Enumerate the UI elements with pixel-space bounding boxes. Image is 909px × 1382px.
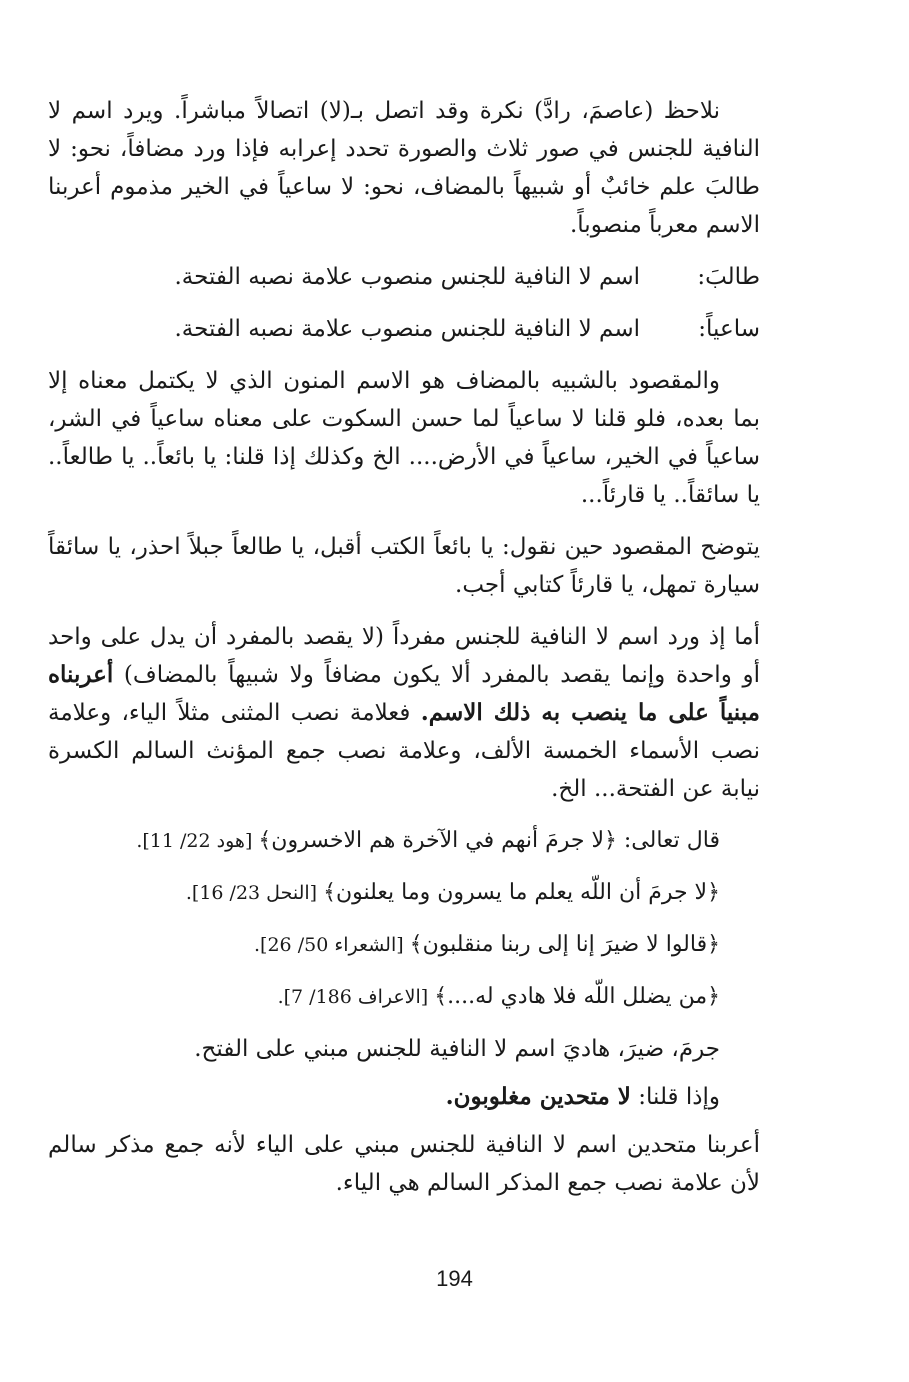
page-body bbox=[48, 92, 760, 1216]
mufrad-text-start: أما إذ ورد اسم لا النافية للجنس مفرداً (لا يقصد بالمفرد أن يدل على واحد أو واحدة وإنما يقصد بالمفرد ألا يكون مضافاً ولا شبيهاً بالمضاف) bbox=[48, 624, 760, 688]
verse-reference: [النحل 23/ 16]. bbox=[185, 882, 324, 904]
verse-reference: [هود 22/ 11]. bbox=[136, 830, 259, 852]
term-label: طالبَ: bbox=[697, 264, 760, 290]
term-row-saeyan bbox=[48, 310, 760, 348]
verse-text: ﴿قالوا لا ضيرَ إنا إلى ربنا منقلبون﴾ bbox=[409, 932, 720, 957]
paragraph-shabih-bil-mudaf: والمقصود بالشبيه بالمضاف هو الاسم المنون الذي لا يكتمل معناه إلا بما بعده، فلو قلنا لا ساعياً لما حسن السكوت على معناه ساعياً في الشر، ساعياً في الخير، ساعياً في الأرض.... الخ وكذلك إذا قلنا: يا بائعاً.. يا طالعاً.. يا سائقاً.. يا قارئاً... bbox=[48, 368, 760, 508]
quran-verse bbox=[48, 978, 720, 1016]
line-example bbox=[48, 1078, 720, 1116]
term-row-talib bbox=[48, 258, 760, 296]
term-definition: اسم لا النافية للجنس منصوب علامة نصبه الفتحة. bbox=[174, 264, 640, 290]
term-definition: اسم لا النافية للجنس منصوب علامة نصبه الفتحة. bbox=[174, 316, 640, 342]
verse-reference: [الاعراف 186/ 7]. bbox=[277, 986, 435, 1008]
mufrad-rule-bold: أعربناه مبنياً على ما ينصب به ذلك الاسم. bbox=[48, 661, 760, 726]
paragraph-mufrad bbox=[48, 618, 760, 808]
paragraph-conclusion: أعربنا متحدين اسم لا النافية للجنس مبني على الياء لأنه جمع مذكر سالم لأن علامة نصب جمع المذكر السالم هي الياء. bbox=[48, 1132, 760, 1196]
quran-verse bbox=[48, 822, 720, 860]
quran-verse bbox=[48, 926, 720, 964]
example-bold: لا متحدين مغلوبون. bbox=[445, 1083, 631, 1110]
term-label: ساعياً: bbox=[698, 316, 760, 342]
line-mabni-fath: جرمَ، ضيرَ، هاديَ اسم لا النافية للجنس مبني على الفتح. bbox=[194, 1036, 720, 1062]
quran-verse bbox=[48, 874, 720, 912]
verse-reference: [الشعراء 50/ 26]. bbox=[254, 934, 410, 956]
mufrad-text-end: فعلامة نصب المثنى مثلاً الياء، وعلامة نصب الأسماء الخمسة الألف، وعلامة نصب جمع المؤنث السالم الكسرة نيابة عن الفتحة... الخ. bbox=[48, 700, 760, 802]
verse-text: ﴿لا جرمَ أنهم في الآخرة هم الاخسرون﴾ bbox=[258, 828, 617, 853]
verse-prefix: قال تعالى: bbox=[616, 828, 720, 853]
paragraph-examples: يتوضح المقصود حين نقول: يا بائعاً الكتب أقبل، يا طالعاً جبلاً احذر، يا سائقاً سيارة تمهل، يا قارئاً كتابي أجب. bbox=[48, 534, 760, 598]
paragraph-intro: نلاحظ (عاصمَ، رادَّ) نكرة وقد اتصل بـ(لا) اتصالاً مباشراً. ويرد اسم لا النافية للجنس في صور ثلاث والصورة تحدد إعرابه فإذا ورد مضافاً، نحو: لا طالبَ علم خائبٌ أو شبيهاً بالمضاف، نحو: لا ساعياً في الخير مذموم أعربنا الاسم معرباً منصوباً. bbox=[48, 98, 760, 238]
verse-text: ﴿من يضلل اللّه فلا هادي له....﴾ bbox=[434, 984, 720, 1009]
example-prefix: وإذا قلنا: bbox=[630, 1084, 720, 1110]
page-number: 194 bbox=[436, 1266, 473, 1291]
verse-text: ﴿لا جرمَ أن اللّه يعلم ما يسرون وما يعلنون﴾ bbox=[323, 880, 720, 905]
